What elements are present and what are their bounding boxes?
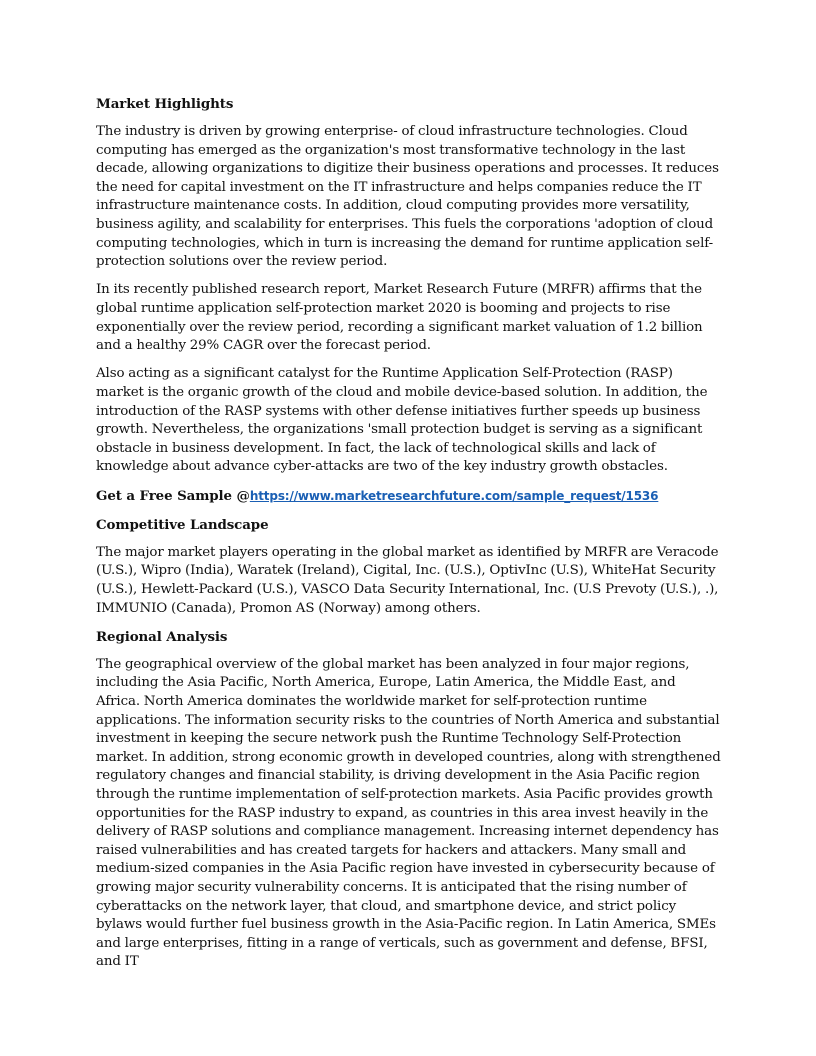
competitive-landscape-heading: Competitive Landscape [96,516,269,533]
competitive-landscape-paragraph: The major market players operating in the global market as identified by MRFR are Veracode (U.S.), Wipro (India), Waratek (Ireland), Cigital, Inc. (U.S.), OptivInc (U.S), WhiteHat Security (U.S.), Hewlett-Packard (U.S.), VASCO Data Security International, Inc. (U.S Prevoty (U.S.), .), IMMUNIO (Canada), Promon AS (Norway) among others. [96,544,719,616]
sample-request-link[interactable]: https://www.marketresearchfuture.com/sample_request/1536 [249,488,659,503]
market-highlights-paragraph-1: The industry is driven by growing enterprise- of cloud infrastructure technologies. Cloud computing has emerged as the organization's most transformative technology in the last decade, allowing organizations to digitize their business operations and processes. It reduces the need for capital investment on the IT infrastructure and helps companies reduce the IT infrastructure maintenance costs. In addition, cloud computing provides more versatility, business agility, and scalability for enterprises. This fuels the corporations 'adoption of cloud computing technologies, which in turn is increasing the demand for runtime application self-protection solutions over the review period. [96,124,719,270]
market-highlights-paragraph-2: In its recently published research report, Market Research Future (MRFR) affirms that the global runtime application self-protection market 2020 is booming and projects to rise exponentially over the review period, recording a significant market valuation of 1.2 billion and a healthy 29% CAGR over the forecast period. [96,282,703,354]
market-highlights-paragraph-3: Also acting as a significant catalyst for the Runtime Application Self-Protection (RASP) market is the organic growth of the cloud and mobile device-based solution. In addition, the introduction of the RASP systems with other defense initiatives further speeds up business growth. Nevertheless, the organizations 'small protection budget is serving as a significant obstacle in business development. In fact, the lack of technological skills and lack of knowledge about advance cyber-attacks are two of the key industry growth obstacles. [96,366,708,475]
free-sample-label: Get a Free Sample @ [96,487,250,504]
free-sample-line [96,487,722,507]
document-page [96,95,722,982]
market-highlights-heading: Market Highlights [96,96,234,112]
regional-analysis-paragraph: The geographical overview of the global market has been analyzed in four major regions, including the Asia Pacific, North America, Europe, Latin America, the Middle East, and Africa. North America dominates the worldwide market for self-protection runtime applications. The information security risks to the countries of North America and substantial investment in keeping the secure network push the Runtime Technology Self-Protection market. In addition, strong economic growth in developed countries, along with strengthened regulatory changes and financial stability, is driving development in the Asia Pacific region through the runtime implementation of self-protection markets. Asia Pacific provides growth opportunities for the RASP industry to expand, as countries in this area invest heavily in the delivery of RASP solutions and compliance management. Increasing internet dependency has raised vulnerabilities and has created targets for hackers and attackers. Many small and medium-sized companies in the Asia Pacific region have invested in cybersecurity because of growing major security vulnerability concerns. It is anticipated that the rising number of cyberattacks on the network layer, that cloud, and smartphone device, and strict policy bylaws would further fuel business growth in the Asia-Pacific region. In Latin America, SMEs and large enterprises, fitting in a range of verticals, such as government and defense, BFSI, and IT [96,656,721,970]
regional-analysis-heading: Regional Analysis [96,628,228,645]
